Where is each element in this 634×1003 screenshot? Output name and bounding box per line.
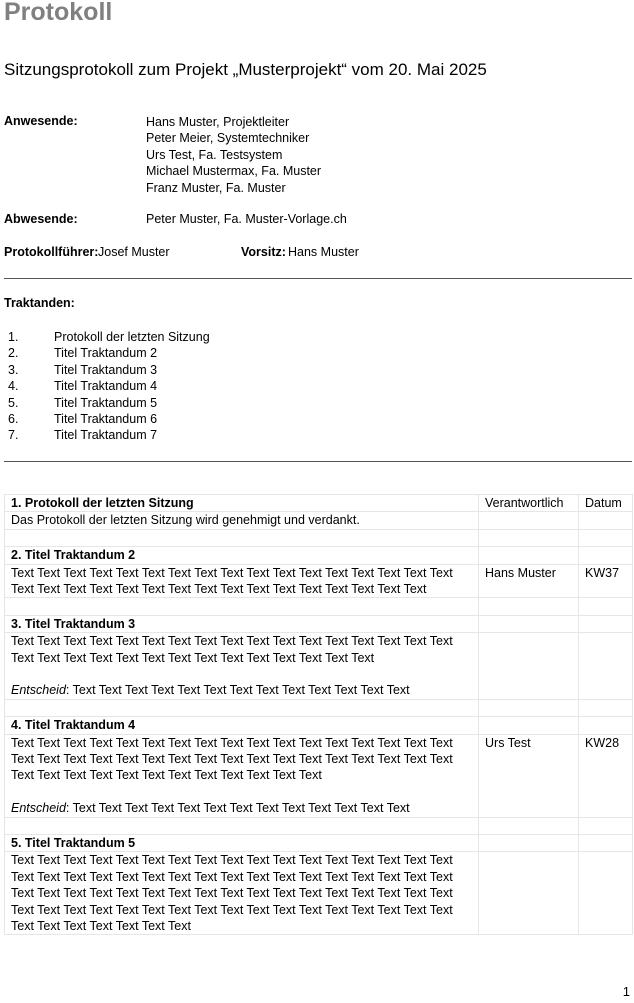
responsible-cell xyxy=(479,615,579,632)
section-body-row xyxy=(5,734,633,817)
spacer-cell xyxy=(579,598,633,615)
responsible-cell xyxy=(479,512,579,529)
date-column-header: Datum xyxy=(579,495,633,512)
responsible-cell xyxy=(479,835,579,852)
absent-label: Abwesende: xyxy=(4,212,78,226)
text-line: Text Text Text Text Text Text Text Text Text Text Text Text Text Text Text Text Text xyxy=(11,634,453,649)
date-cell: KW37 xyxy=(579,564,633,598)
section-heading-row xyxy=(5,547,633,564)
section-heading-row xyxy=(5,495,633,512)
agenda-item-number: 6. xyxy=(8,411,19,426)
spacer-cell xyxy=(479,699,579,716)
section-heading: 1. Protokoll der letzten Sitzung xyxy=(5,495,479,512)
section-heading-row xyxy=(5,615,633,632)
agenda-item-number: 4. xyxy=(8,379,19,394)
spacer-row xyxy=(5,699,633,716)
present-person: Urs Test, Fa. Testsystem xyxy=(146,147,283,162)
text-line: Text Text Text Text Text Text Text Text Text Text Text Text Text Text Text Text Text xyxy=(11,735,453,750)
responsible-cell: Hans Muster xyxy=(479,564,579,598)
text-line: Text Text Text Text Text Text Text Text Text Text Text Text Text Text Text Text Text xyxy=(11,853,453,868)
agenda-item-number: 2. xyxy=(8,346,19,361)
section-text xyxy=(5,852,479,935)
section-body-row xyxy=(5,512,633,529)
decision-text: : Text Text Text Text Text Text Text Text Text Text Text Text Text xyxy=(65,801,410,816)
section-text xyxy=(5,633,479,700)
document-title: Protokoll xyxy=(4,0,113,26)
text-line: Text Text Text Text Text Text Text Text Text Text Text Text Text Text xyxy=(11,650,375,665)
text-line: Das Protokoll der letzten Sitzung wird genehmigt und verdankt. xyxy=(11,513,360,528)
text-line: Text Text Text Text Text Text Text Text Text Text Text Text Text Text Text Text Text xyxy=(11,752,453,767)
text-line: Text Text Text Text Text Text Text Text Text Text Text Text Text Text Text Text Text xyxy=(11,869,453,884)
recorder-name: Josef Muster xyxy=(98,245,170,259)
spacer-cell xyxy=(5,699,479,716)
decision-line xyxy=(11,682,472,698)
date-cell: KW28 xyxy=(579,734,633,817)
agenda-item-number: 7. xyxy=(8,428,19,443)
spacer-cell xyxy=(5,529,479,546)
agenda-item-title: Protokoll der letzten Sitzung xyxy=(54,330,210,344)
spacer-row xyxy=(5,529,633,546)
date-cell xyxy=(579,633,633,700)
agenda-item-number: 3. xyxy=(8,362,19,377)
decision-line xyxy=(11,800,472,816)
chair-name: Hans Muster xyxy=(288,245,359,259)
spacer-cell xyxy=(479,529,579,546)
agenda-item-title: Titel Traktandum 3 xyxy=(54,362,158,377)
document-subtitle: Sitzungsprotokoll zum Projekt „Musterprojekt“ vom 20. Mai 2025 xyxy=(4,60,487,79)
agenda-heading: Traktanden: xyxy=(4,296,75,310)
chair-label: Vorsitz: xyxy=(241,245,286,259)
responsible-cell: Urs Test xyxy=(479,734,579,817)
agenda-item-title: Titel Traktandum 4 xyxy=(54,379,158,394)
agenda-item-title: Titel Traktandum 2 xyxy=(54,346,158,361)
divider xyxy=(4,461,632,462)
divider xyxy=(4,278,632,279)
spacer-cell xyxy=(479,817,579,834)
spacer-cell xyxy=(479,598,579,615)
agenda-item-number: 1. xyxy=(8,330,19,344)
present-person: Hans Muster, Projektleiter xyxy=(146,115,290,129)
present-person: Franz Muster, Fa. Muster xyxy=(146,180,286,195)
section-heading-row xyxy=(5,835,633,852)
section-body-row xyxy=(5,633,633,700)
responsible-cell xyxy=(479,717,579,734)
minutes-table xyxy=(4,494,633,935)
text-line: Text Text Text Text Text Text Text Text Text Text Text Text Text Text Text Text Text xyxy=(11,565,453,580)
spacer-cell xyxy=(579,817,633,834)
text-line: Text Text Text Text Text Text Text xyxy=(11,919,191,934)
spacer-row xyxy=(5,817,633,834)
responsible-cell xyxy=(479,547,579,564)
absent-person: Peter Muster, Fa. Muster-Vorlage.ch xyxy=(146,212,347,226)
spacer-cell xyxy=(5,598,479,615)
text-line: Text Text Text Text Text Text Text Text Text Text Text Text Text Text Text Text Text xyxy=(11,886,453,901)
section-heading: 5. Titel Traktandum 5 xyxy=(5,835,479,852)
present-person: Peter Meier, Systemtechniker xyxy=(146,131,310,146)
section-text xyxy=(5,512,479,529)
date-cell xyxy=(579,615,633,632)
section-text xyxy=(5,564,479,598)
date-cell xyxy=(579,512,633,529)
date-cell xyxy=(579,835,633,852)
section-heading: 2. Titel Traktandum 2 xyxy=(5,547,479,564)
date-cell xyxy=(579,717,633,734)
responsible-cell xyxy=(479,633,579,700)
section-body-row xyxy=(5,852,633,935)
present-label: Anwesende: xyxy=(4,114,78,128)
section-body-row xyxy=(5,564,633,598)
responsible-cell xyxy=(479,852,579,935)
text-line: Text Text Text Text Text Text Text Text Text Text Text Text xyxy=(11,768,322,783)
date-cell xyxy=(579,547,633,564)
section-text xyxy=(5,734,479,817)
page-number: 1 xyxy=(622,984,630,999)
agenda-item-title: Titel Traktandum 6 xyxy=(54,411,158,426)
section-heading: 4. Titel Traktandum 4 xyxy=(5,717,479,734)
date-cell xyxy=(579,852,633,935)
agenda-item-number: 5. xyxy=(8,395,19,410)
spacer-cell xyxy=(579,699,633,716)
decision-label: Entscheid xyxy=(11,801,66,816)
recorder-label: Protokollführer: xyxy=(4,245,99,259)
present-person: Michael Mustermax, Fa. Muster xyxy=(146,164,322,179)
agenda-item-title: Titel Traktandum 7 xyxy=(54,428,158,443)
present-list xyxy=(146,114,321,196)
text-line: Text Text Text Text Text Text Text Text Text Text Text Text Text Text Text Text xyxy=(11,582,427,597)
section-heading-row xyxy=(5,717,633,734)
responsible-column-header: Verantwortlich xyxy=(479,495,579,512)
spacer-cell xyxy=(579,529,633,546)
decision-label: Entscheid xyxy=(11,683,66,698)
spacer-row xyxy=(5,598,633,615)
text-line: Text Text Text Text Text Text Text Text Text Text Text Text Text Text Text Text Text xyxy=(11,902,453,917)
section-heading: 3. Titel Traktandum 3 xyxy=(5,615,479,632)
spacer-cell xyxy=(5,817,479,834)
agenda-item-title: Titel Traktandum 5 xyxy=(54,395,158,410)
decision-text: : Text Text Text Text Text Text Text Text Text Text Text Text Text xyxy=(65,683,410,698)
